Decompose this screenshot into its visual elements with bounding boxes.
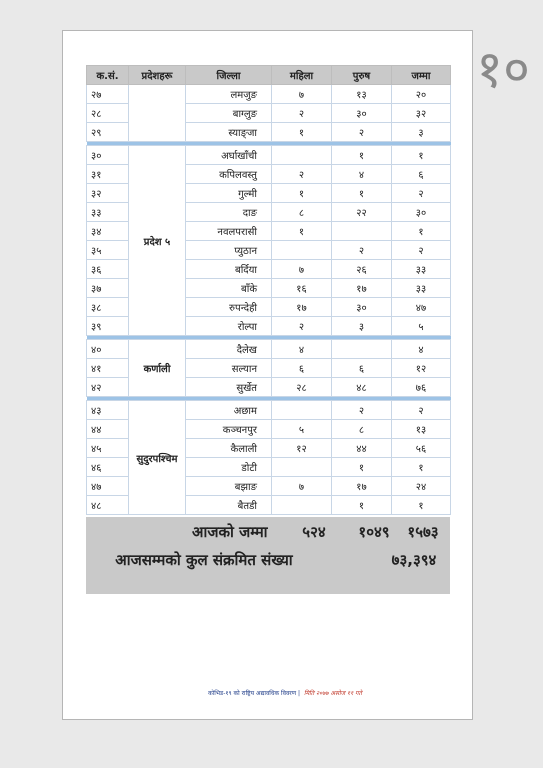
cell-serial: ४४: [87, 420, 129, 439]
cell-total: २: [392, 241, 451, 260]
cell-total: ६: [392, 165, 451, 184]
cell-female: २: [272, 165, 332, 184]
cell-female: १६: [272, 279, 332, 298]
cell-district: सल्यान: [186, 359, 272, 378]
cell-female: ४: [272, 340, 332, 359]
cell-male: ४८: [332, 378, 392, 397]
cell-total: १: [392, 222, 451, 241]
cumulative-label: आजसम्मको कुल संक्रमित संख्या: [115, 551, 293, 569]
cell-female: २: [272, 104, 332, 123]
cell-male: १: [332, 184, 392, 203]
cell-district: प्युठान: [186, 241, 272, 260]
cell-serial: ४५: [87, 439, 129, 458]
cell-serial: २७: [87, 85, 129, 104]
cell-male: ४: [332, 165, 392, 184]
cell-serial: ४०: [87, 340, 129, 359]
cell-male: १: [332, 496, 392, 515]
cell-female: [272, 496, 332, 515]
cell-serial: ३९: [87, 317, 129, 336]
cell-male: २२: [332, 203, 392, 222]
cell-province: सुदुरपश्चिम: [129, 401, 186, 515]
cell-province: [129, 85, 186, 142]
cell-serial: ३०: [87, 146, 129, 165]
cell-province: प्रदेश ५: [129, 146, 186, 336]
cell-female: २: [272, 317, 332, 336]
cell-male: १३: [332, 85, 392, 104]
table-row: [87, 85, 451, 104]
cell-male: १७: [332, 279, 392, 298]
today-total-label: आजको जम्मा: [192, 523, 268, 541]
header-district: जिल्ला: [186, 66, 272, 85]
cell-serial: ४३: [87, 401, 129, 420]
cell-female: १: [272, 123, 332, 142]
cell-district: कैलाली: [186, 439, 272, 458]
cell-male: २: [332, 241, 392, 260]
page-number: १०: [476, 40, 531, 100]
cell-total: १: [392, 146, 451, 165]
cell-total: ५: [392, 317, 451, 336]
cell-female: १७: [272, 298, 332, 317]
cell-total: ३२: [392, 104, 451, 123]
cell-male: ३: [332, 317, 392, 336]
footer-date: मिति २०७७ असोज ११ गते: [304, 690, 362, 697]
cell-serial: ४८: [87, 496, 129, 515]
cell-female: [272, 401, 332, 420]
cell-female: २८: [272, 378, 332, 397]
cell-district: बर्दिया: [186, 260, 272, 279]
cell-district: नवलपरासी: [186, 222, 272, 241]
header-female: महिला: [272, 66, 332, 85]
cell-total: २०: [392, 85, 451, 104]
cell-male: ४४: [332, 439, 392, 458]
cell-female: [272, 146, 332, 165]
cell-male: २: [332, 123, 392, 142]
cell-serial: २९: [87, 123, 129, 142]
page-footer: [150, 689, 420, 697]
cell-district: बैतडी: [186, 496, 272, 515]
summary-block: [86, 517, 450, 594]
cell-male: २: [332, 401, 392, 420]
cell-female: ६: [272, 359, 332, 378]
cell-male: १: [332, 146, 392, 165]
cell-district: स्याङ्जा: [186, 123, 272, 142]
cell-district: बाँके: [186, 279, 272, 298]
cell-female: ५: [272, 420, 332, 439]
cell-province: कर्णाली: [129, 340, 186, 397]
cell-total: १: [392, 496, 451, 515]
cell-district: कञ्चनपुर: [186, 420, 272, 439]
cell-female: ८: [272, 203, 332, 222]
cell-female: १२: [272, 439, 332, 458]
cell-district: सुर्खेत: [186, 378, 272, 397]
cell-female: ७: [272, 260, 332, 279]
cell-serial: ४६: [87, 458, 129, 477]
cell-serial: ४७: [87, 477, 129, 496]
cell-total: ४७: [392, 298, 451, 317]
cell-district: गुल्मी: [186, 184, 272, 203]
cell-total: ३०: [392, 203, 451, 222]
cell-female: १: [272, 184, 332, 203]
cell-serial: ३७: [87, 279, 129, 298]
cell-female: [272, 241, 332, 260]
cell-district: दैलेख: [186, 340, 272, 359]
cell-male: ६: [332, 359, 392, 378]
cell-total: ५६: [392, 439, 451, 458]
header-province: प्रदेशहरू: [129, 66, 186, 85]
footer-title: कोभिड-१९ को राष्ट्रिय अद्यावधिक विवरण |: [208, 690, 301, 697]
cell-male: ३०: [332, 298, 392, 317]
cell-serial: ३६: [87, 260, 129, 279]
table-row: [87, 146, 451, 165]
cell-district: अछाम: [186, 401, 272, 420]
header-total: जम्मा: [392, 66, 451, 85]
header-male: पुरुष: [332, 66, 392, 85]
cell-total: २: [392, 184, 451, 203]
cell-total: ३३: [392, 279, 451, 298]
cell-serial: ३४: [87, 222, 129, 241]
today-total-value: १५७३: [407, 523, 439, 541]
cell-serial: ३३: [87, 203, 129, 222]
cell-male: २६: [332, 260, 392, 279]
cell-total: १३: [392, 420, 451, 439]
table-row: [87, 401, 451, 420]
cell-district: लमजुङ: [186, 85, 272, 104]
cell-male: १७: [332, 477, 392, 496]
cell-female: [272, 458, 332, 477]
cell-district: रोल्पा: [186, 317, 272, 336]
cell-serial: ४२: [87, 378, 129, 397]
cell-serial: ४१: [87, 359, 129, 378]
cell-female: ७: [272, 477, 332, 496]
cumulative-value: ७३,३९४: [391, 551, 437, 569]
cell-district: बझाङ: [186, 477, 272, 496]
cell-total: १: [392, 458, 451, 477]
cell-total: ७६: [392, 378, 451, 397]
cell-serial: ३१: [87, 165, 129, 184]
cell-district: अर्घाखाँची: [186, 146, 272, 165]
covid-cases-table: [86, 65, 451, 515]
cell-serial: ३२: [87, 184, 129, 203]
cell-district: दाङ: [186, 203, 272, 222]
cell-female: १: [272, 222, 332, 241]
cell-total: ३: [392, 123, 451, 142]
cell-district: बाग्लुङ: [186, 104, 272, 123]
cell-serial: ३५: [87, 241, 129, 260]
cell-female: ७: [272, 85, 332, 104]
today-female-value: ५२४: [302, 523, 326, 541]
cell-serial: ३८: [87, 298, 129, 317]
table-row: [87, 340, 451, 359]
cell-male: १: [332, 458, 392, 477]
cell-total: २४: [392, 477, 451, 496]
table-body: [87, 85, 451, 515]
cell-district: कपिलवस्तु: [186, 165, 272, 184]
cell-total: ४: [392, 340, 451, 359]
cell-serial: २८: [87, 104, 129, 123]
cell-total: ३३: [392, 260, 451, 279]
cell-total: १२: [392, 359, 451, 378]
header-serial: क.सं.: [87, 66, 129, 85]
cell-male: [332, 340, 392, 359]
table-header-row: [87, 66, 451, 85]
cell-male: ८: [332, 420, 392, 439]
cell-district: डोटी: [186, 458, 272, 477]
today-male-value: १०४९: [358, 523, 390, 541]
cell-total: २: [392, 401, 451, 420]
cell-male: [332, 222, 392, 241]
cell-male: ३०: [332, 104, 392, 123]
cell-district: रुपन्देही: [186, 298, 272, 317]
